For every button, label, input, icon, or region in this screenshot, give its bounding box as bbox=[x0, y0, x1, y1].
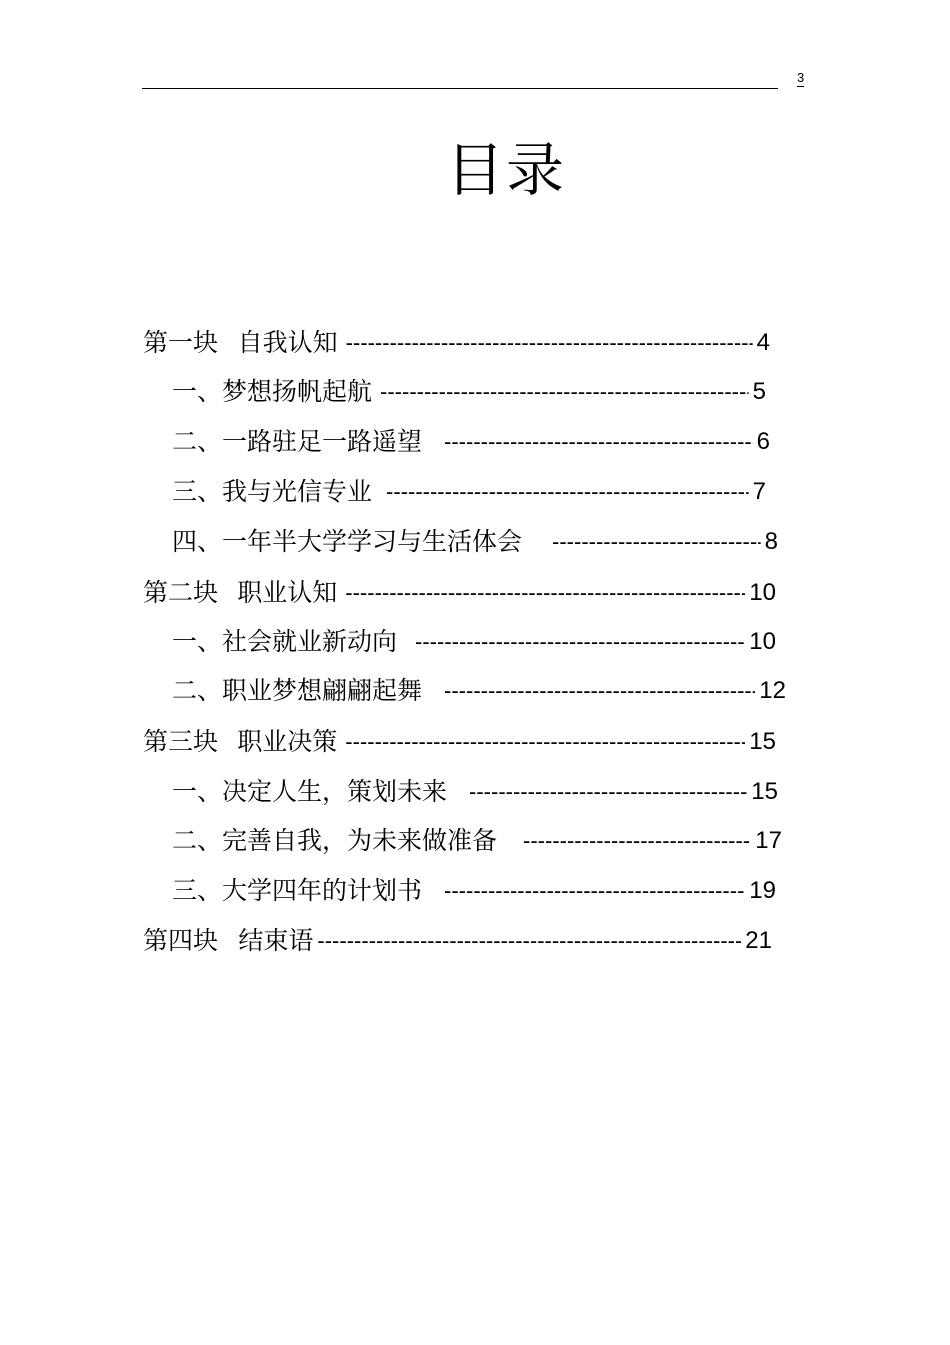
toc-entry-title: 二、一路驻足一路遥望 bbox=[172, 427, 423, 456]
toc-entry-prefix: 第二块 bbox=[143, 578, 219, 607]
toc-entry[interactable] bbox=[172, 774, 778, 810]
toc-entry[interactable] bbox=[172, 474, 766, 510]
toc-entry-page: 8 bbox=[764, 528, 778, 555]
toc-leader bbox=[552, 524, 761, 560]
toc-leader bbox=[386, 474, 749, 510]
toc-entry[interactable] bbox=[172, 673, 786, 709]
toc-leader bbox=[444, 873, 745, 909]
toc-entry[interactable] bbox=[172, 873, 776, 909]
toc-leader bbox=[346, 325, 753, 361]
toc-entry[interactable] bbox=[172, 823, 782, 859]
toc-entry-page: 19 bbox=[749, 877, 776, 904]
page-title: 目录 bbox=[445, 136, 566, 204]
toc-leader bbox=[469, 774, 747, 810]
toc-leader bbox=[380, 374, 749, 410]
toc-entry-title: 一、社会就业新动向 bbox=[172, 627, 398, 656]
toc-entry-page: 12 bbox=[759, 677, 786, 704]
toc-entry-prefix: 第三块 bbox=[143, 727, 219, 756]
toc-entry[interactable] bbox=[172, 424, 770, 460]
toc-leader bbox=[444, 673, 755, 709]
toc-entry-page: 21 bbox=[745, 927, 772, 954]
toc-entry-page: 15 bbox=[749, 728, 776, 755]
toc-entry[interactable] bbox=[172, 374, 766, 410]
toc-leader bbox=[415, 624, 745, 660]
page-number: 3 bbox=[797, 70, 805, 85]
toc-entry-prefix: 第一块 bbox=[143, 328, 219, 357]
toc-entry-page: 10 bbox=[749, 628, 776, 655]
toc-entry-title: 职业认知 bbox=[237, 578, 338, 607]
toc-entry-title: 二、职业梦想翩翩起舞 bbox=[172, 676, 423, 705]
toc-leader bbox=[523, 823, 751, 859]
toc-entry-title: 三、我与光信专业 bbox=[172, 477, 373, 506]
toc-entry-title: 结束语 bbox=[238, 926, 314, 955]
toc-entry-title: 四、一年半大学学习与生活体会 bbox=[172, 527, 523, 556]
toc-entry-title: 三、大学四年的计划书 bbox=[172, 876, 423, 905]
toc-entry-title: 自我认知 bbox=[237, 328, 338, 357]
toc-entry[interactable] bbox=[172, 524, 778, 560]
toc-entry[interactable] bbox=[143, 325, 770, 361]
toc-entry-page: 6 bbox=[756, 428, 770, 455]
toc-entry-page: 17 bbox=[755, 827, 782, 854]
toc-leader bbox=[345, 724, 745, 760]
toc-leader bbox=[444, 424, 753, 460]
toc-entry[interactable] bbox=[143, 923, 772, 959]
toc-entry-title: 二、完善自我，为未来做准备 bbox=[172, 826, 498, 855]
toc-entry-title: 一、决定人生，策划未来 bbox=[172, 777, 448, 806]
toc-entry-title: 职业决策 bbox=[237, 727, 338, 756]
toc-leader bbox=[345, 575, 745, 611]
toc-entry-page: 15 bbox=[751, 778, 778, 805]
toc-entry-page: 4 bbox=[756, 329, 770, 356]
toc-leader bbox=[317, 923, 741, 959]
toc-entry-page: 10 bbox=[749, 579, 776, 606]
toc-entry[interactable] bbox=[143, 724, 776, 760]
toc-entry-page: 7 bbox=[752, 478, 766, 505]
toc-entry[interactable] bbox=[172, 624, 776, 660]
toc-entry-title: 一、梦想扬帆起航 bbox=[172, 377, 373, 406]
toc-entry-prefix: 第四块 bbox=[143, 926, 219, 955]
toc-entry[interactable] bbox=[143, 575, 776, 611]
toc-entry-page: 5 bbox=[752, 378, 766, 405]
